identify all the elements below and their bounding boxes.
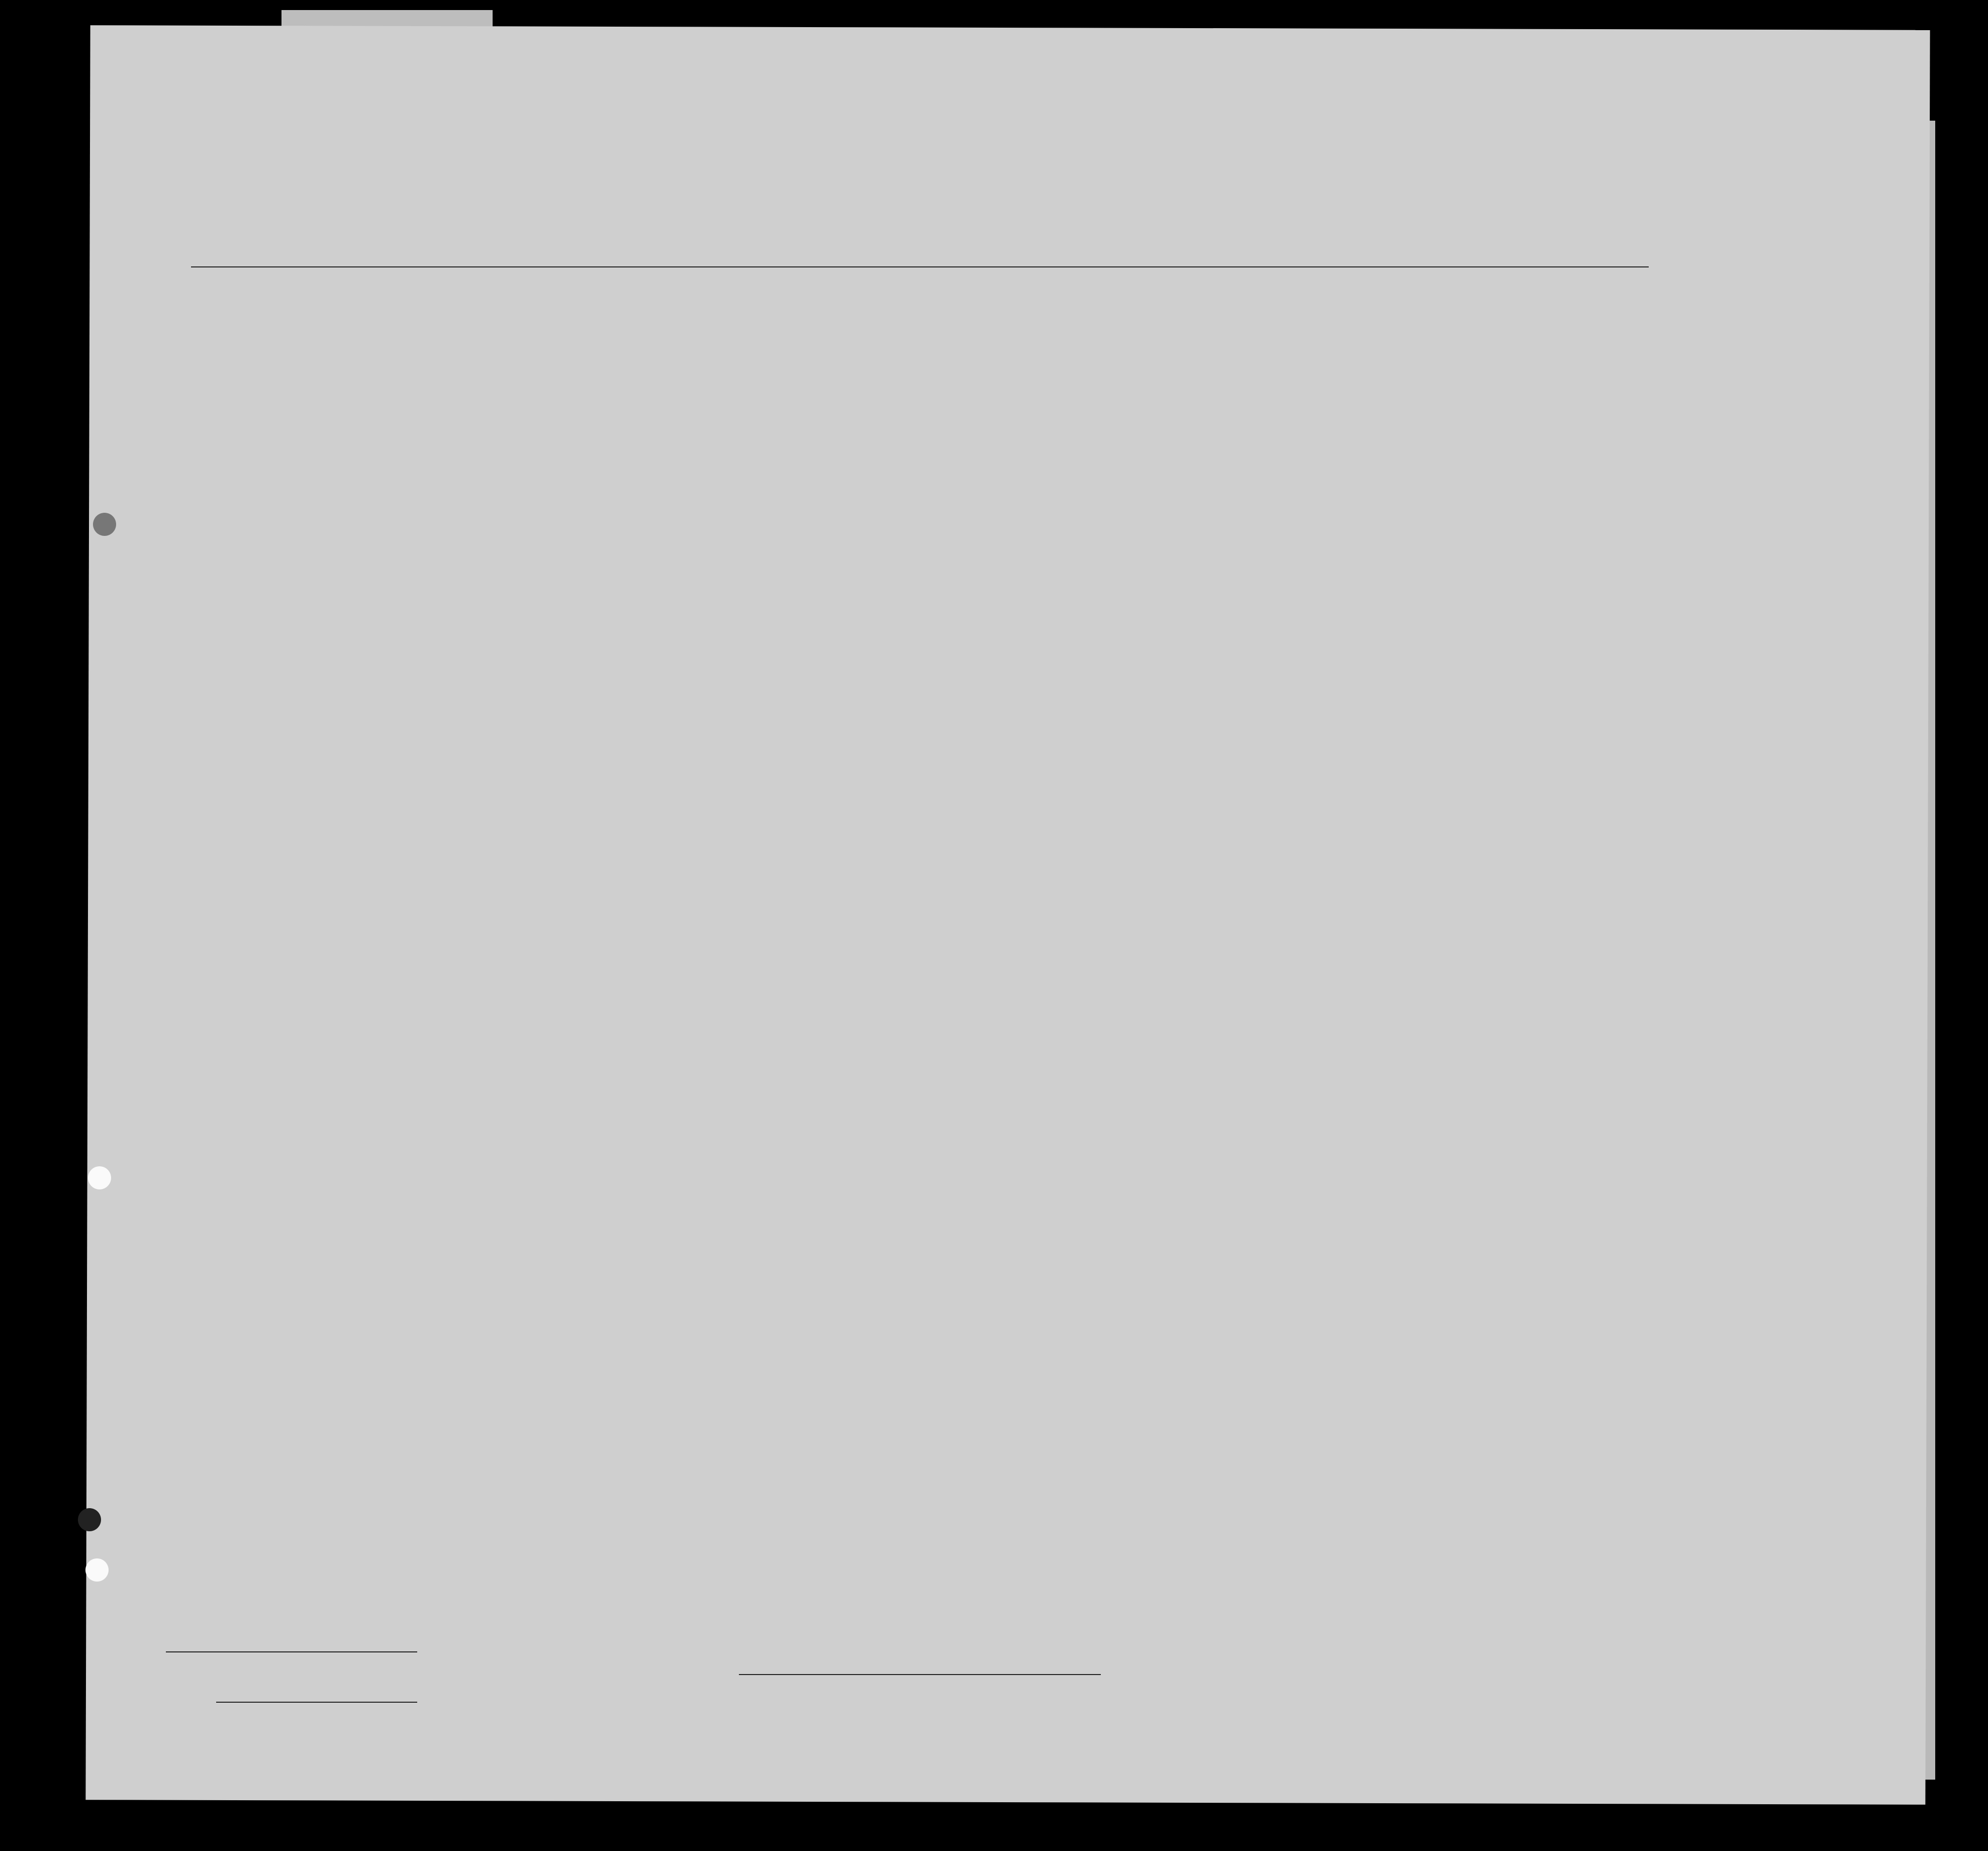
- punch-hole: [88, 1166, 111, 1189]
- voyage-underline: [191, 266, 1649, 267]
- signature-underline: [739, 1674, 1101, 1675]
- line-underline: [166, 1651, 417, 1652]
- punch-hole: [85, 1558, 109, 1582]
- punch-hole: [93, 513, 116, 536]
- punch-hole: [78, 1508, 101, 1531]
- agents-underline: [216, 1702, 417, 1703]
